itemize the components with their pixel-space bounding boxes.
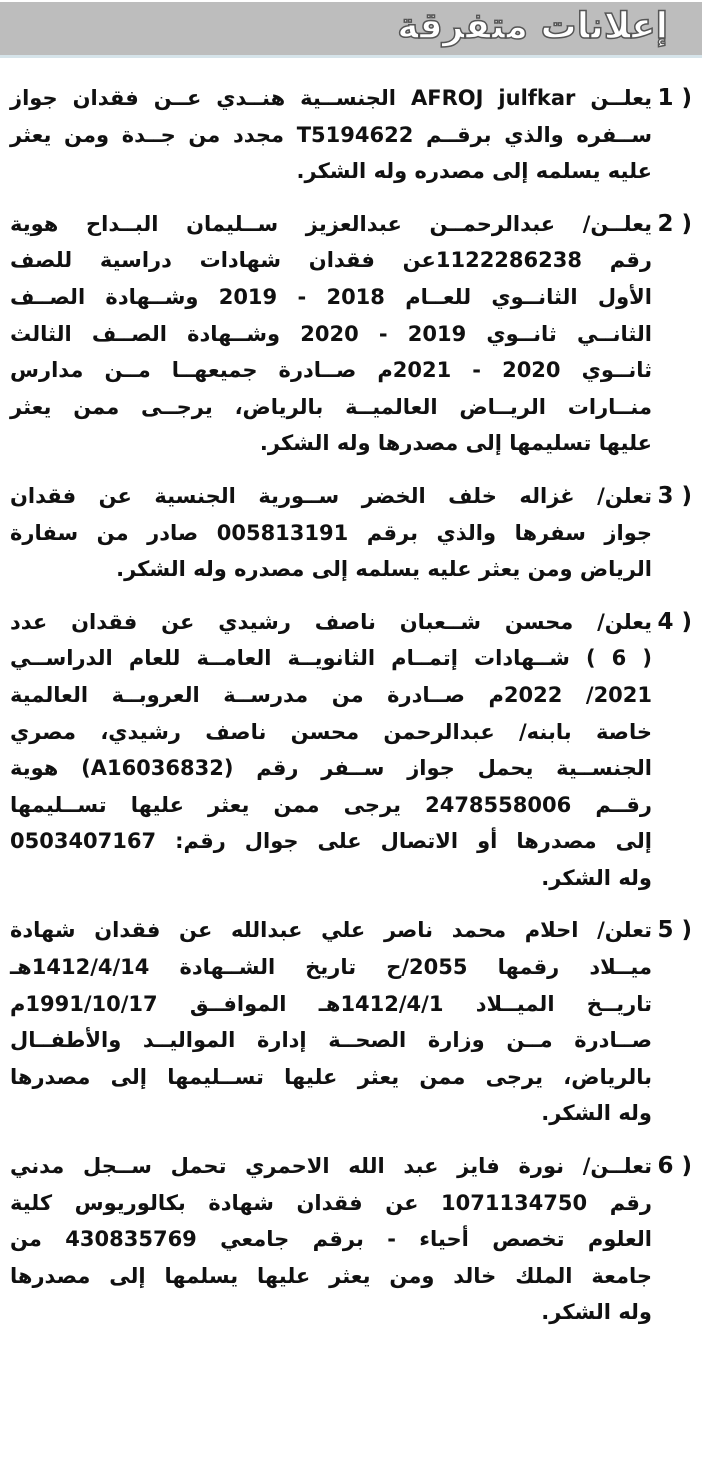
classified-ad xyxy=(10,604,692,897)
classified-ad xyxy=(10,478,692,588)
section-title: إعلانات متفرقة xyxy=(397,6,668,47)
ad-text-line: ميــلاد رقمها 2055/ح تاريخ الشــهادة 1412/4/14هـ xyxy=(10,955,652,980)
ad-text-line: 2021/ 2022م صــادرة من مدرســة العروبــة العالمية xyxy=(10,682,653,707)
ad-text-line: العلوم تخصص أحياء - برقم جامعي 430835769 من xyxy=(10,1227,652,1252)
ad-text-line: يعلــن AFROJ julfkar الجنســية هنــدي عــن فقدان جواز xyxy=(10,86,652,110)
ad-text-line: ســفره والذي برقــم T5194622 مجدد من جــدة ومن يعثر xyxy=(10,122,652,147)
ad-text-line: رقم 1071134750 عن فقدان شهادة بكالوريوس كلية xyxy=(10,1190,652,1215)
ad-text-line: يعلــن/ عبدالرحمــن عبدالعزيز ســليمان البــداح هوية xyxy=(10,211,652,236)
ad-text-line: يعلن/ محسن شــعبان ناصف رشيدي عن فقدان عدد xyxy=(10,609,652,634)
ad-text-line: ثانــوي 2020 - 2021م صــادرة جميعهــا مــن مدارس xyxy=(10,358,653,383)
ad-text-line: الثانــي ثانــوي 2019 - 2020 وشــهادة الصــف الثالث xyxy=(10,321,652,346)
ad-number: 3 ) xyxy=(657,482,692,509)
ad-text-line: صــادرة مــن وزارة الصحــة إدارة المواليــد والأطفــال xyxy=(10,1028,652,1053)
ad-number: 6 ) xyxy=(657,1153,692,1180)
ad-text-line: رقم 1122286238عن فقدان شهادات دراسية للصف xyxy=(10,248,652,273)
ad-text-line: الأول الثانــوي للعــام 2018 - 2019 وشــهادة الصــف xyxy=(10,284,653,309)
ad-text-line: تعلــن/ نورة فايز عبد الله الاحمري تحمل ســجل مدني xyxy=(10,1154,652,1179)
ad-number: 5 ) xyxy=(657,917,692,944)
ad-text-line: وله الشكر. xyxy=(541,1101,652,1126)
ad-text-line: وله الشكر. xyxy=(541,865,652,890)
ad-text-line: عليه يسلمه إلى مصدره وله الشكر. xyxy=(296,159,652,184)
ad-number: 1 ) xyxy=(657,85,692,111)
ad-text-line: تاريــخ الميــلاد 1412/4/1هـ الموافــق 1991/10/17م xyxy=(10,991,652,1016)
ads-list xyxy=(0,58,702,1357)
ad-text-line: عليها تسليمها إلى مصدرها وله الشكر. xyxy=(259,431,652,456)
ad-text-line: جواز سفرها والذي برقم 005813191 صادر من سفارة xyxy=(10,520,652,545)
classified-ad xyxy=(10,206,692,462)
ad-text-line: خاصة بابنه/ عبدالرحمن محسن ناصف رشيدي، مصري xyxy=(10,719,652,744)
ad-text-line: ( 6 ) شــهادات إتمــام الثانويــة العامــة للعام الدراســي xyxy=(10,646,652,671)
ad-text-line: الجنســية يحمل جواز ســفر رقم (A16036832) هوية xyxy=(10,756,652,781)
ad-number: 4 ) xyxy=(657,608,692,635)
ad-number: 2 ) xyxy=(657,210,692,237)
ad-text-line: منــارات الريــاض العالميــة بالرياض، يرجــى ممن يعثر xyxy=(10,394,652,419)
section-header xyxy=(0,2,702,58)
classified-ad xyxy=(10,1148,692,1331)
ad-text-line: بالرياض، يرجى ممن يعثر عليها تســليمها إلى مصدرها xyxy=(10,1064,652,1089)
ad-text-line: جامعة الملك خالد ومن يعثر عليها يسلمها إلى مصدرها xyxy=(10,1263,652,1288)
ad-text-line: وله الشكر. xyxy=(541,1300,652,1325)
ad-text-line: تعلن/ احلام محمد ناصر علي عبدالله عن فقدان شهادة xyxy=(10,918,652,943)
classified-ad xyxy=(10,80,692,190)
ad-text-line: إلى مصدرها أو الاتصال على جوال رقم: 0503407167 xyxy=(10,829,652,854)
ad-text-line: تعلن/ غزاله خلف الخضر ســورية الجنسية عن فقدان xyxy=(10,483,652,508)
ad-text-line: رقــم 2478558006 يرجى ممن يعثر عليها تســليمها xyxy=(10,792,652,817)
classified-ad xyxy=(10,912,692,1132)
ad-text-line: الرياض ومن يعثر عليه يسلمه إلى مصدره وله الشكر. xyxy=(116,557,652,582)
